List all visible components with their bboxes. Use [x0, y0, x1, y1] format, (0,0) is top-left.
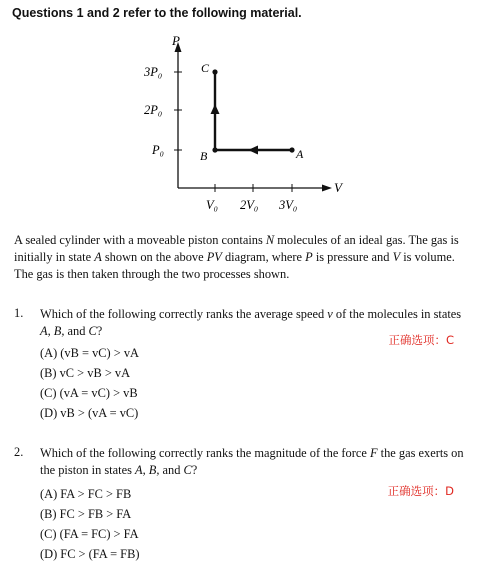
state-point-b	[212, 147, 217, 152]
question-2-number: 2.	[14, 445, 24, 459]
question-2	[14, 445, 476, 575]
v-axis-arrow-icon	[322, 185, 332, 192]
question-1-stem: Which of the following correctly ranks the average speed v of the molecules in states A, B, and C?	[40, 307, 462, 338]
x-tick-v0: V₀	[206, 198, 218, 212]
intro-paragraph: A sealed cylinder with a moveable piston contains N molecules of an ideal gas. The gas is initially in state A shown on the above PV diagram, where P is pressure and V is volume. The gas is then taken through the two processes shown.	[14, 233, 459, 281]
question-2-answer-badge: 正确选项：D	[387, 484, 454, 498]
q1-option-d[interactable]: (D) vB > (vA = vC)	[40, 406, 139, 420]
q1-option-b[interactable]: (B) vC > vB > vA	[40, 366, 131, 380]
process-a-to-b-arrow-icon	[248, 146, 258, 155]
x-tick-2v0: 2V₀	[240, 198, 259, 212]
y-tick-2p0: 2P₀	[144, 103, 163, 117]
state-point-a	[289, 147, 294, 152]
p-axis-label: P	[172, 33, 180, 48]
process-b-to-c-arrow-icon	[211, 104, 220, 114]
v-axis-label: V	[334, 180, 342, 195]
question-1-number: 1.	[14, 306, 24, 320]
state-point-c	[212, 69, 217, 74]
y-tick-3p0: 3P₀	[144, 65, 163, 79]
q1-option-c[interactable]: (C) (vA = vC) > vB	[40, 386, 138, 400]
question-1-answer-badge: 正确选项：C	[388, 333, 454, 347]
y-tick-p0: P₀	[152, 143, 164, 157]
section-header: Questions 1 and 2 refer to the following material.	[12, 6, 302, 20]
x-tick-3v0: 3V₀	[279, 198, 298, 212]
q2-option-b[interactable]: (B) FC > FB > FA	[40, 507, 132, 521]
q2-option-a[interactable]: (A) FA > FC > FB	[40, 487, 132, 501]
q1-option-a[interactable]: (A) (vB = vC) > vA	[40, 346, 139, 360]
q2-option-d[interactable]: (D) FC > (FA = FB)	[40, 547, 140, 561]
state-label-b: B	[200, 149, 208, 163]
state-label-a: A	[296, 147, 304, 161]
q2-option-c[interactable]: (C) (FA = FC) > FA	[40, 527, 139, 541]
state-label-c: C	[201, 61, 210, 75]
pv-diagram	[0, 24, 490, 224]
question-1	[14, 306, 476, 420]
question-2-stem: Which of the following correctly ranks the magnitude of the force F the gas exerts on the piston in states A, B, and C?	[40, 446, 464, 477]
